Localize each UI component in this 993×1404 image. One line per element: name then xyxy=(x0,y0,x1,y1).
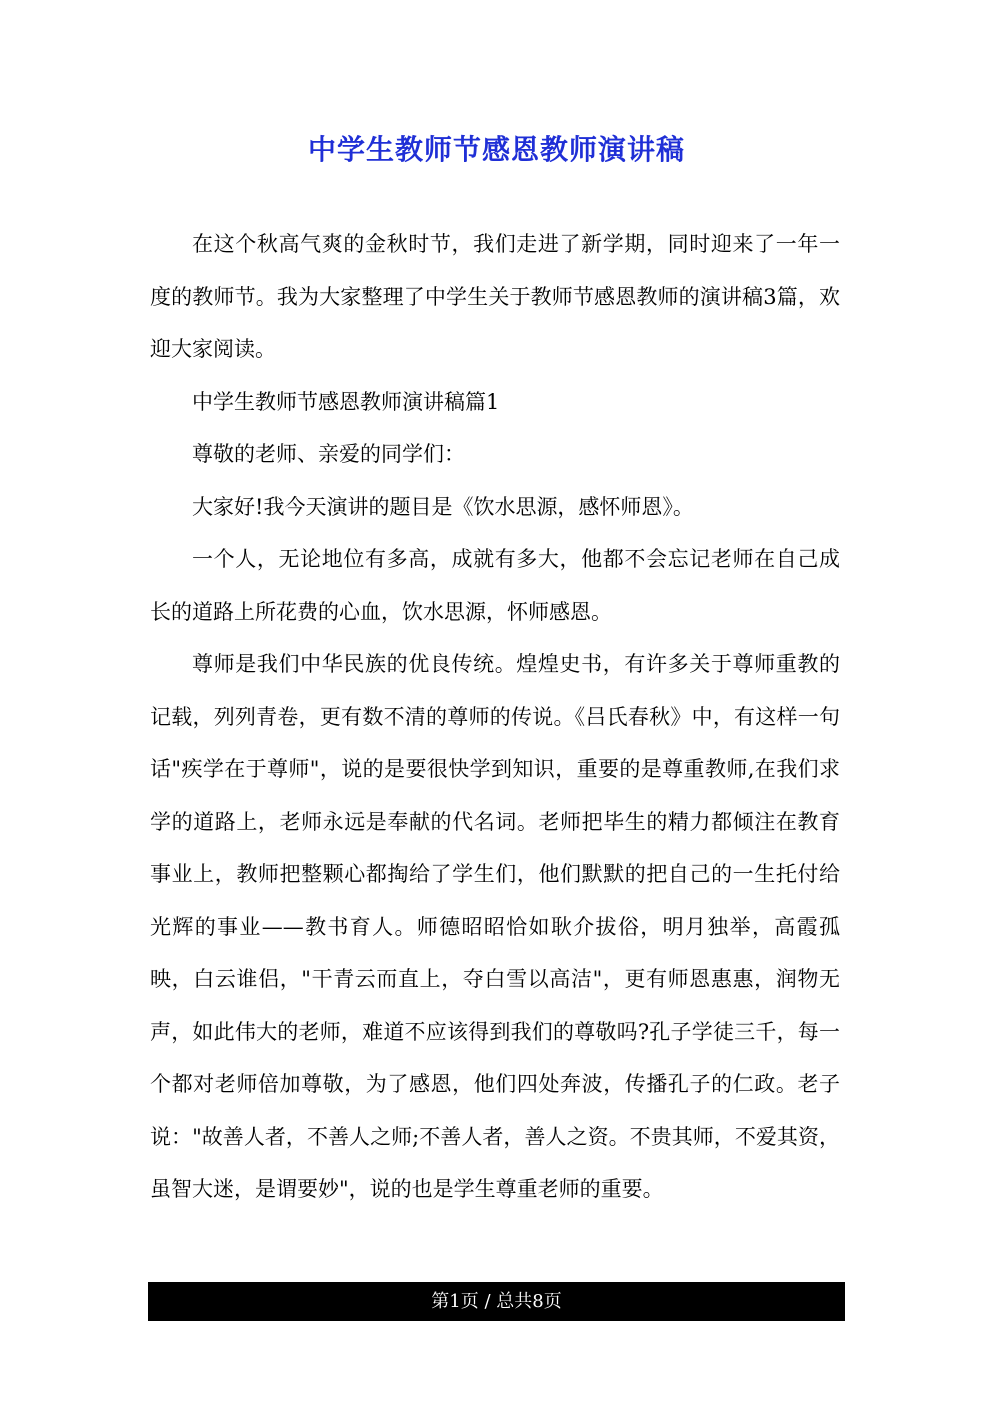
body-paragraph: 一个人，无论地位有多高，成就有多大，他都不会忘记老师在自己成长的道路上所花费的心血，饮水思源，怀师感恩。 xyxy=(150,547,840,624)
document-title: 中学生教师节感恩教师演讲稿 xyxy=(307,133,685,166)
page-indicator: 第1页 / 总共8页 xyxy=(431,1291,562,1312)
greeting-paragraph: 大家好!我今天演讲的题目是《饮水思源，感怀师恩》。 xyxy=(192,494,694,519)
document-body xyxy=(150,218,840,1216)
salutation-paragraph: 尊敬的老师、亲爱的同学们： xyxy=(192,442,465,466)
intro-paragraph: 在这个秋高气爽的金秋时节，我们走进了新学期，同时迎来了一年一度的教师节。我为大家整理了中学生关于教师节感恩教师的演讲稿3篇，欢迎大家阅读。 xyxy=(150,232,840,361)
page-footer xyxy=(148,1282,845,1321)
section-heading: 中学生教师节感恩教师演讲稿篇1 xyxy=(192,389,500,414)
body-paragraph: 尊师是我们中华民族的优良传统。煌煌史书，有许多关于尊师重教的记载，列列青卷，更有数不清的尊师的传说。《吕氏春秋》中，有这样一句话"疾学在于尊师"，说的是要很快学到知识，重要的是尊重教师,在我们求学的道路上，老师永远是奉献的代名词。老师把毕生的精力都倾注在教育事业上，教师把整颗心都掏给了学生们，他们默默的把自己的一生托付给光辉的事业——教书育人。师德昭昭恰如耿介拔俗，明月独举，高霞孤映，白云谁侣，"干青云而直上，夺白雪以高洁"，更有师恩惠惠，润物无声，如此伟大的老师，难道不应该得到我们的尊敬吗?孔子学徒三千，每一个都对老师倍加尊敬，为了感恩，他们四处奔波，传播孔子的仁政。老子说："故善人者，不善人之师;不善人者，善人之资。不贵其师，不爱其资，虽智大迷，是谓要妙"，说的也是学生尊重老师的重要。 xyxy=(150,652,840,1201)
